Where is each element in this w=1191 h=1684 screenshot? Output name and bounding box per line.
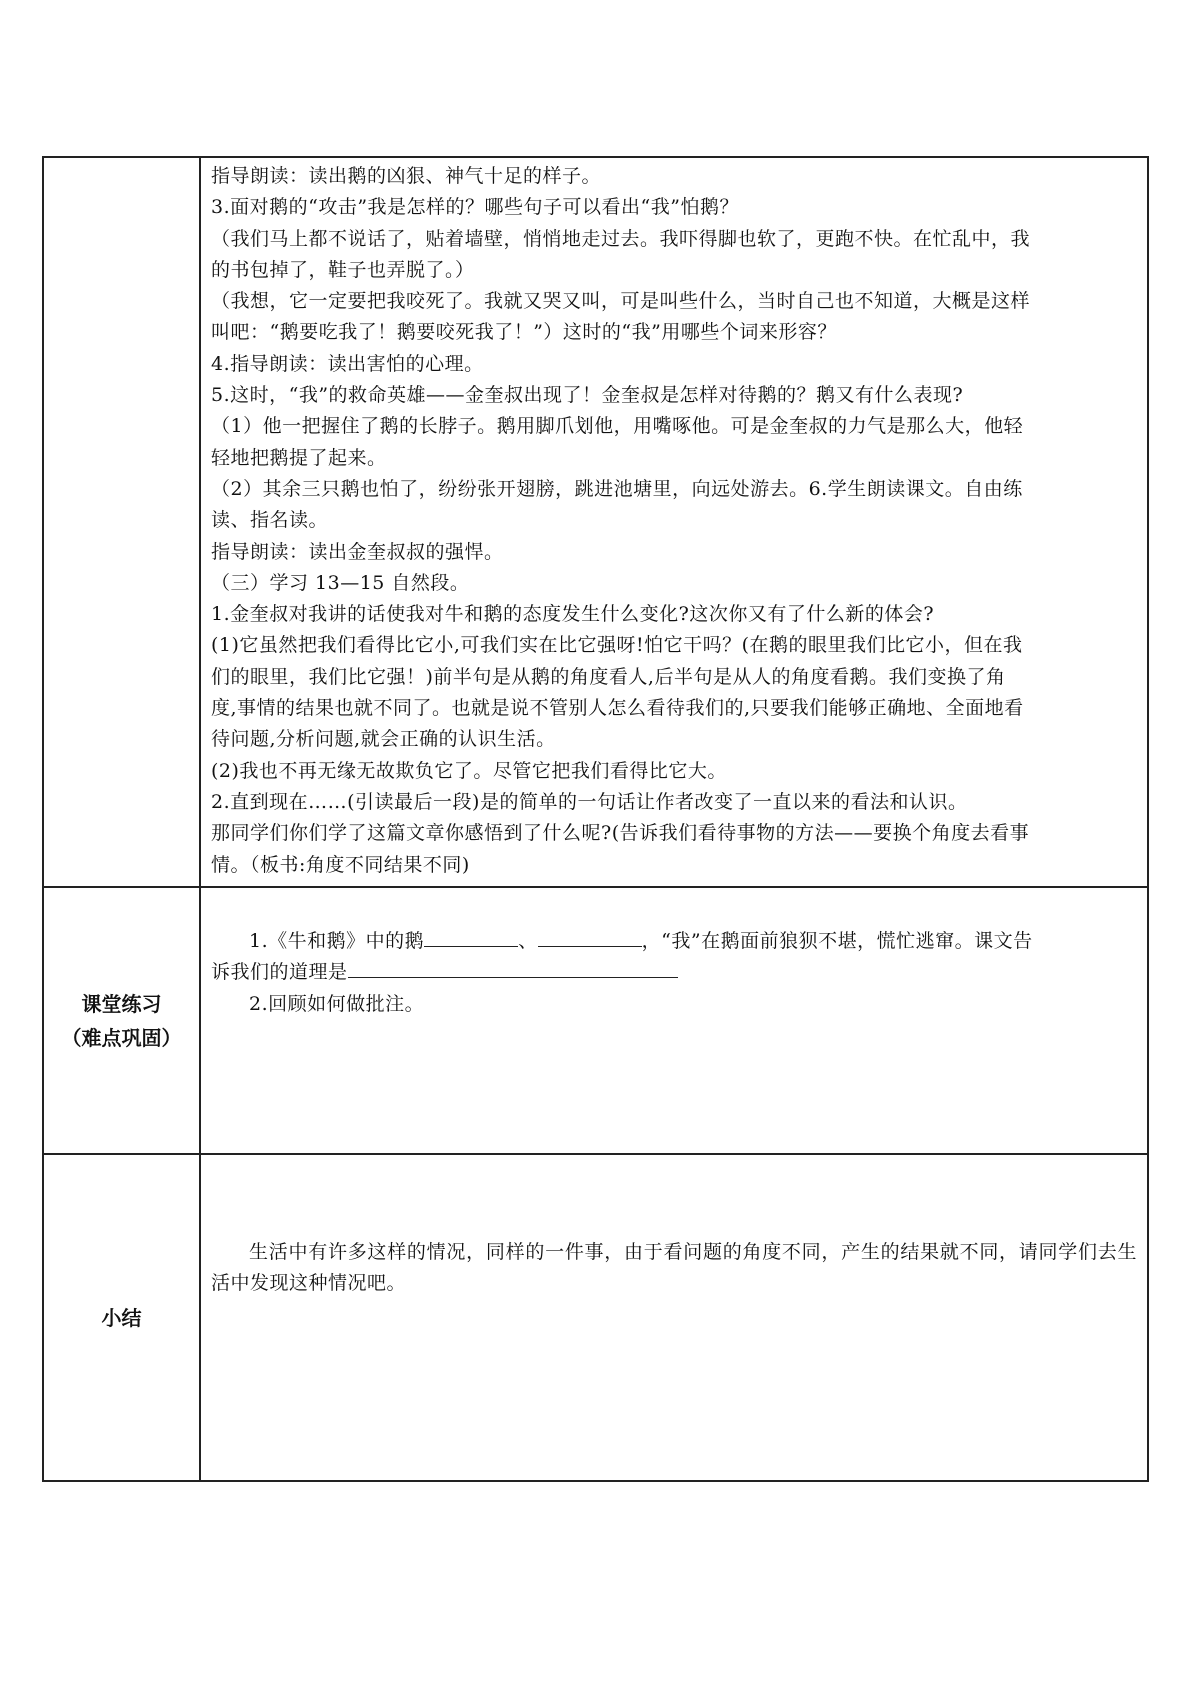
text-line: 1.金奎叔对我讲的话使我对牛和鹅的态度发生什么变化?这次你又有了什么新的体会? [211, 603, 935, 626]
summary-content [200, 1154, 1148, 1481]
text-line: 5.这时，“我”的救命英雄——金奎叔出现了！金奎叔是怎样对待鹅的？鹅又有什么表现? [211, 384, 964, 407]
practice-label-cell [43, 887, 200, 1154]
summary-label: 小结 [101, 1305, 142, 1330]
q1-prefix: 1.《牛和鹅》中的鹅 [249, 930, 425, 952]
text-line: 指导朗读：读出金奎叔叔的强悍。 [211, 540, 504, 563]
text-line: 度,事情的结果也就不同了。也就是说不管别人怎么看待我们的,只要我们能够正确地、全面地看 [211, 697, 1024, 720]
teaching-process-label-cell [43, 157, 200, 887]
text-line: 2.直到现在……(引读最后一段)是的简单的一句话让作者改变了一直以来的看法和认识。 [211, 790, 968, 813]
q1-line2: 诉我们的道理是 [211, 961, 348, 984]
q1-separator: 、 [518, 930, 538, 952]
practice-sublabel: （难点巩固） [61, 1025, 182, 1050]
text-line: （2）其余三只鹅也怕了，纷纷张开翅膀，跳进池塘里，向远处游去。6.学生朗读课文。自由练 [211, 477, 1023, 500]
answer-blank-3 [348, 957, 678, 978]
teaching-process-row [43, 157, 1148, 887]
answer-blank-2 [538, 926, 642, 947]
text-line: 待问题,分析问题,就会正确的认识生活。 [211, 728, 556, 751]
summary-label-cell [43, 1154, 200, 1481]
practice-label: 课堂练习 [81, 991, 162, 1016]
practice-question-1 [211, 926, 1137, 989]
q1-middle: ，“我”在鹅面前狼狈不堪，慌忙逃窜。课文告 [641, 930, 1033, 952]
text-line: (1)它虽然把我们看得比它小,可我们实在比它强呀!怕它干吗？(在鹅的眼里我们比它小，但在我 [211, 634, 1023, 657]
text-line: 情。（板书:角度不同结果不同) [211, 853, 470, 876]
text-line: 4.指导朗读：读出害怕的心理。 [211, 352, 484, 375]
text-line: 轻地把鹅提了起来。 [211, 446, 387, 469]
text-line: 读、指名读。 [211, 509, 329, 532]
text-line: 们的眼里，我们比它强！)前半句是从鹅的角度看人,后半句是从人的角度看鹅。我们变换了角 [211, 665, 1006, 688]
lesson-plan-table [42, 156, 1149, 1482]
text-line: 叫吧：“鹅要吃我了！鹅要咬死我了！”）这时的“我”用哪些个词来形容？ [211, 321, 837, 344]
text-line: （1）他一把握住了鹅的长脖子。鹅用脚爪划他，用嘴啄他。可是金奎叔的力气是那么大，他轻 [211, 415, 1024, 438]
text-line: （三）学习 13—15 自然段。 [211, 571, 470, 594]
practice-question-2: 2.回顾如何做批注。 [249, 992, 425, 1015]
summary-row [43, 1154, 1148, 1481]
text-line: 指导朗读：读出鹅的凶狠、神气十足的样子。 [211, 165, 602, 187]
teaching-process-content [200, 157, 1148, 887]
text-line: （我们马上都不说话了，贴着墙壁，悄悄地走过去。我吓得脚也软了，更跑不快。在忙乱中，我 [211, 227, 1031, 250]
summary-text: 生活中有许多这样的情况，同样的一件事，由于看问题的角度不同，产生的结果就不同，请同学们去生活中发现这种情况吧。 [211, 1241, 1137, 1295]
text-line: 那同学们你们学了这篇文章你感悟到了什么呢?(告诉我们看待事物的方法——要换个角度去看事 [211, 822, 1030, 845]
text-line: 3.面对鹅的“攻击”我是怎样的？哪些句子可以看出“我”怕鹅？ [211, 196, 739, 219]
text-line: 的书包掉了，鞋子也弄脱了。） [211, 258, 475, 281]
practice-row [43, 887, 1148, 1154]
text-line: （我想，它一定要把我咬死了。我就又哭又叫，可是叫些什么，当时自己也不知道，大概是这样 [211, 290, 1031, 313]
text-line: (2)我也不再无缘无故欺负它了。尽管它把我们看得比它大。 [211, 759, 727, 782]
answer-blank-1 [424, 926, 518, 947]
practice-content [200, 887, 1148, 1154]
